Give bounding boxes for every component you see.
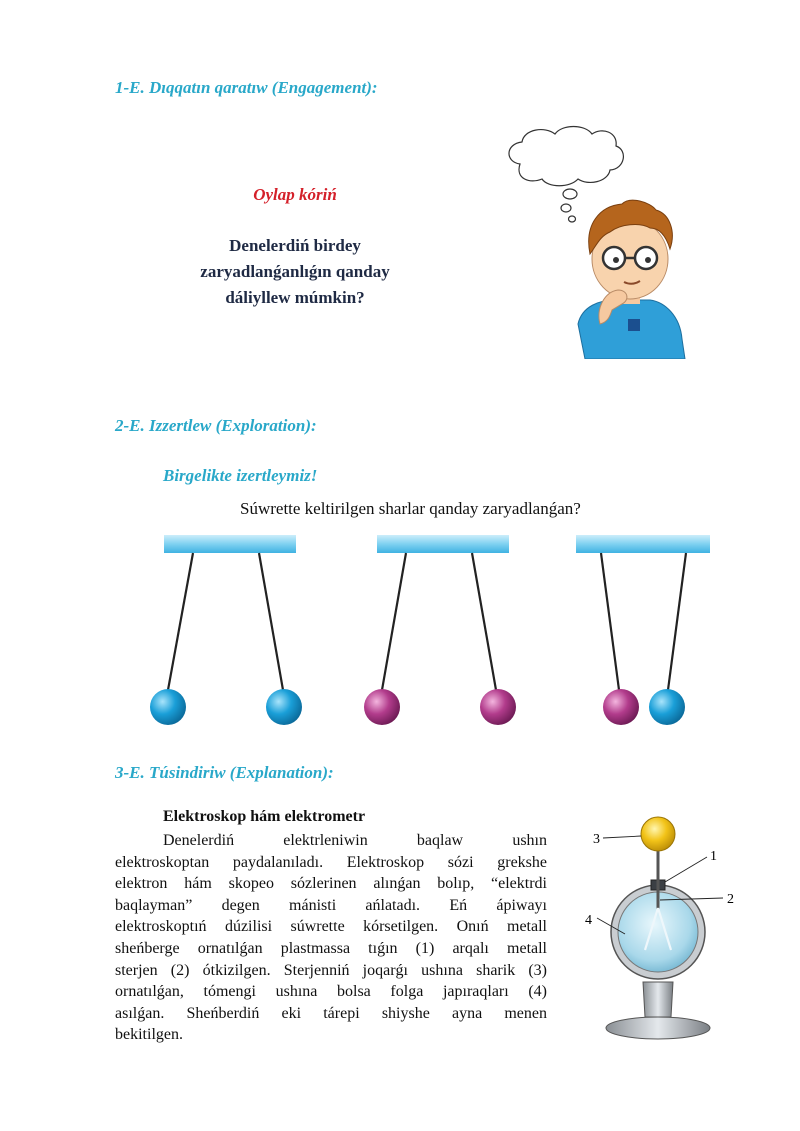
magenta-ball — [480, 689, 516, 725]
label-4: 4 — [585, 913, 592, 928]
paragraph-line: elektron hám skopeo sózlerinen alınǵan bolıp, “elektrdi — [115, 875, 547, 893]
paragraph-line: Denelerdiń elektrleniwin baqlaw ushın — [163, 832, 547, 849]
thread — [668, 553, 686, 690]
thread — [259, 553, 283, 690]
blue-ball — [649, 689, 685, 725]
think-question-line: dáliyllew múmkin? — [225, 288, 365, 307]
electroscope-stand — [643, 982, 673, 1017]
charged-balls-figure — [140, 530, 720, 735]
blue-ball — [150, 689, 186, 725]
paragraph-line: elektroskoptan paydalanıladı. Elektroskop sózi grekshe — [115, 853, 547, 871]
support-bar — [377, 535, 509, 553]
magenta-ball — [603, 689, 639, 725]
thread — [168, 553, 193, 690]
explore-subheading: Birgelikte izertleymiz! — [163, 466, 318, 485]
label-2: 2 — [727, 892, 734, 907]
support-bar — [164, 535, 296, 553]
blue-ball — [266, 689, 302, 725]
paragraph-line: ornatılǵan, tómengi ushına bolsa folga japıraqları (4) — [115, 983, 547, 1001]
pocket — [628, 319, 640, 331]
paragraph-line: sterjen (2) ótkizilgen. Sterjenniń joqarǵı ushına sharik (3) — [115, 961, 547, 979]
magenta-ball — [364, 689, 400, 725]
electroscope-title: Elektroskop hám elektrometr — [163, 808, 366, 825]
electroscope-paragraph — [115, 830, 547, 1046]
explore-question: Súwrette keltirilgen sharlar qanday zaryadlanǵan? — [240, 499, 581, 518]
thought-cloud-icon — [509, 127, 623, 223]
section-heading-explanation: 3-E. Túsindiriw (Explanation): — [115, 763, 334, 782]
metal-knob — [641, 817, 675, 851]
section-heading-exploration: 2-E. Izzertlew (Exploration): — [115, 416, 317, 435]
section-heading-engagement: 1-E. Dıqqatın qaratıw (Engagement): — [115, 78, 378, 97]
paragraph-line: baqlayman” degen mánisti ańlatadı. Eń ápiwayı — [115, 896, 547, 914]
support-bar — [576, 535, 710, 553]
paragraph-line: asılǵan. Sheńberdiń eki tárepi shiyshe ayna menen — [115, 1004, 547, 1022]
paragraph-line: elektroskoptıń dúzilisi súwrette kórsetilgen. Onıń metall — [115, 918, 547, 936]
paragraph-line: sheńberge ornatılǵan plastmassa tıǵın (1) arqalı metall — [115, 939, 547, 957]
think-question — [160, 233, 430, 311]
think-question-line: zaryadlanǵanlıǵın qanday — [200, 262, 390, 281]
label-3: 3 — [593, 832, 600, 847]
think-question-line: Denelerdiń birdey — [229, 236, 361, 255]
thread — [382, 553, 406, 690]
electroscope-figure — [585, 812, 755, 1044]
thread — [601, 553, 619, 690]
think-title: Oylap kóriń — [253, 185, 337, 204]
thread — [472, 553, 496, 690]
paragraph-line: bekitilgen. — [115, 1026, 183, 1044]
thinking-boy-illustration — [500, 124, 700, 359]
label-1: 1 — [710, 849, 717, 864]
electroscope-base — [606, 1017, 710, 1039]
